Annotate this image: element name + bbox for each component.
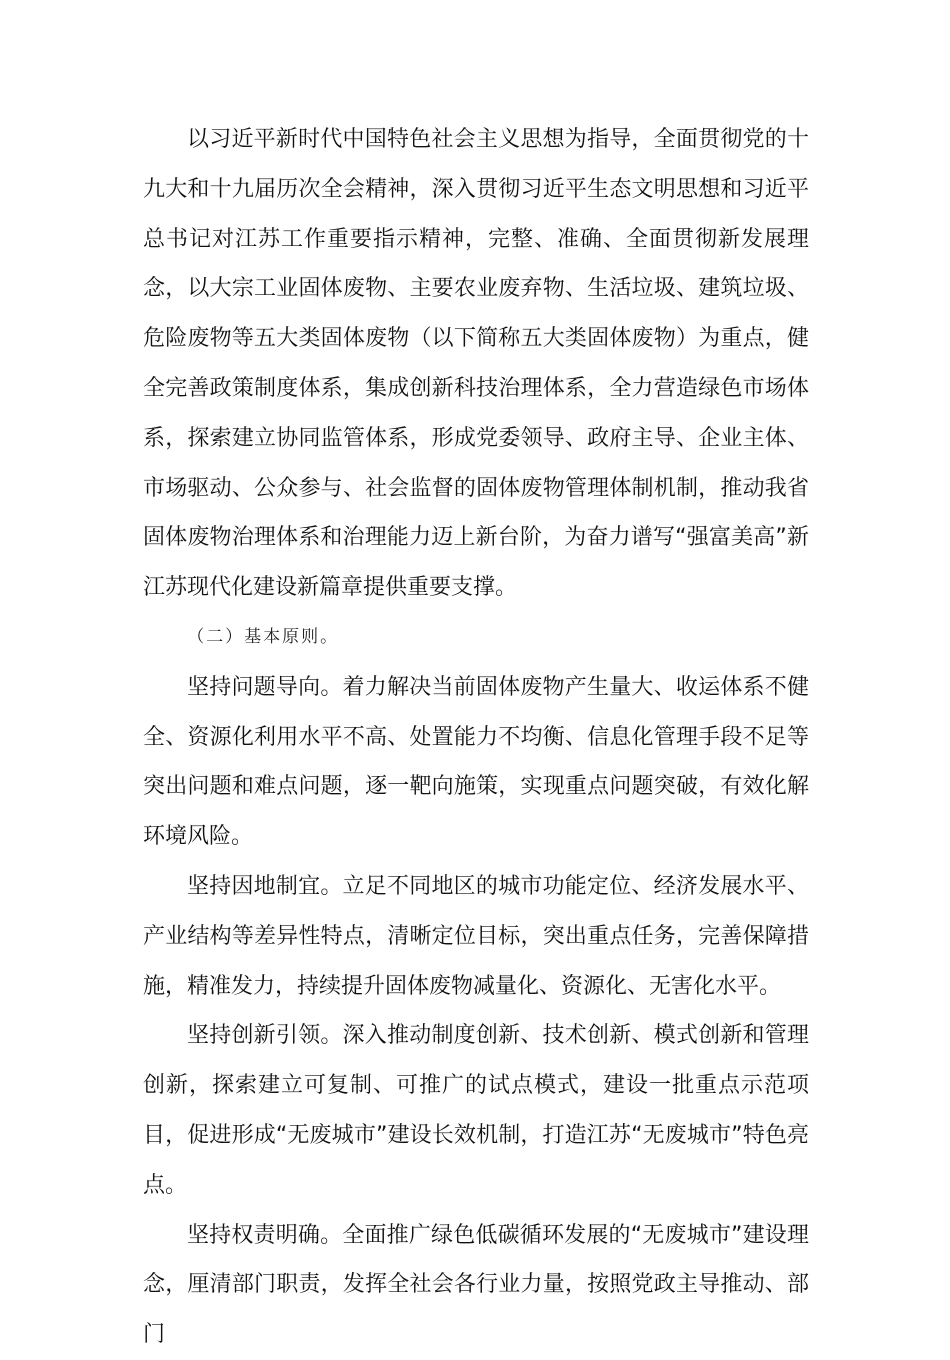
document-body [143,115,809,1360]
paragraph-clear-responsibilities: 坚持权责明确。全面推广绿色低碳循环发展的“无废城市”建设理念，厘清部门职责，发挥全社会各行业力量，按照党政主导推动、部门 [143,1222,809,1348]
paragraph-innovation-led: 坚持创新引领。深入推动制度创新、技术创新、模式创新和管理创新，探索建立可复制、可推广的试点模式，建设一批重点示范项目，促进形成“无废城市”建设长效机制，打造江苏“无废城市”特色亮点。 [143,1023,809,1198]
paragraph-guiding-ideology: 以习近平新时代中国特色社会主义思想为指导，全面贯彻党的十九大和十九届历次全会精神，深入贯彻习近平生态文明思想和习近平总书记对江苏工作重要指示精神，完整、准确、全面贯彻新发展理念，以大宗工业固体废物、主要农业废弃物、生活垃圾、建筑垃圾、危险废物等五大类固体废物（以下简称五大类固体废物）为重点，健全完善政策制度体系，集成创新科技治理体系，全力营造绿色市场体系，探索建立协同监管体系，形成党委领导、政府主导、企业主体、市场驱动、公众参与、社会监督的固体废物管理体制机制，推动我省固体废物治理体系和治理能力迈上新台阶，为奋力谱写“强富美高”新江苏现代化建设新篇章提供重要支撑。 [143,127,809,601]
section-heading-basic-principles: （二）基本原则。 [187,626,340,647]
paragraph-local-conditions: 坚持因地制宜。立足不同地区的城市功能定位、经济发展水平、产业结构等差异性特点，清晰定位目标，突出重点任务，完善保障措施，精准发力，持续提升固体废物减量化、资源化、无害化水平。 [143,873,809,999]
paragraph-problem-oriented: 坚持问题导向。着力解决当前固体废物产生量大、收运体系不健全、资源化利用水平不高、处置能力不均衡、信息化管理手段不足等突出问题和难点问题，逐一靶向施策，实现重点问题突破，有效化解环境风险。 [143,674,809,850]
